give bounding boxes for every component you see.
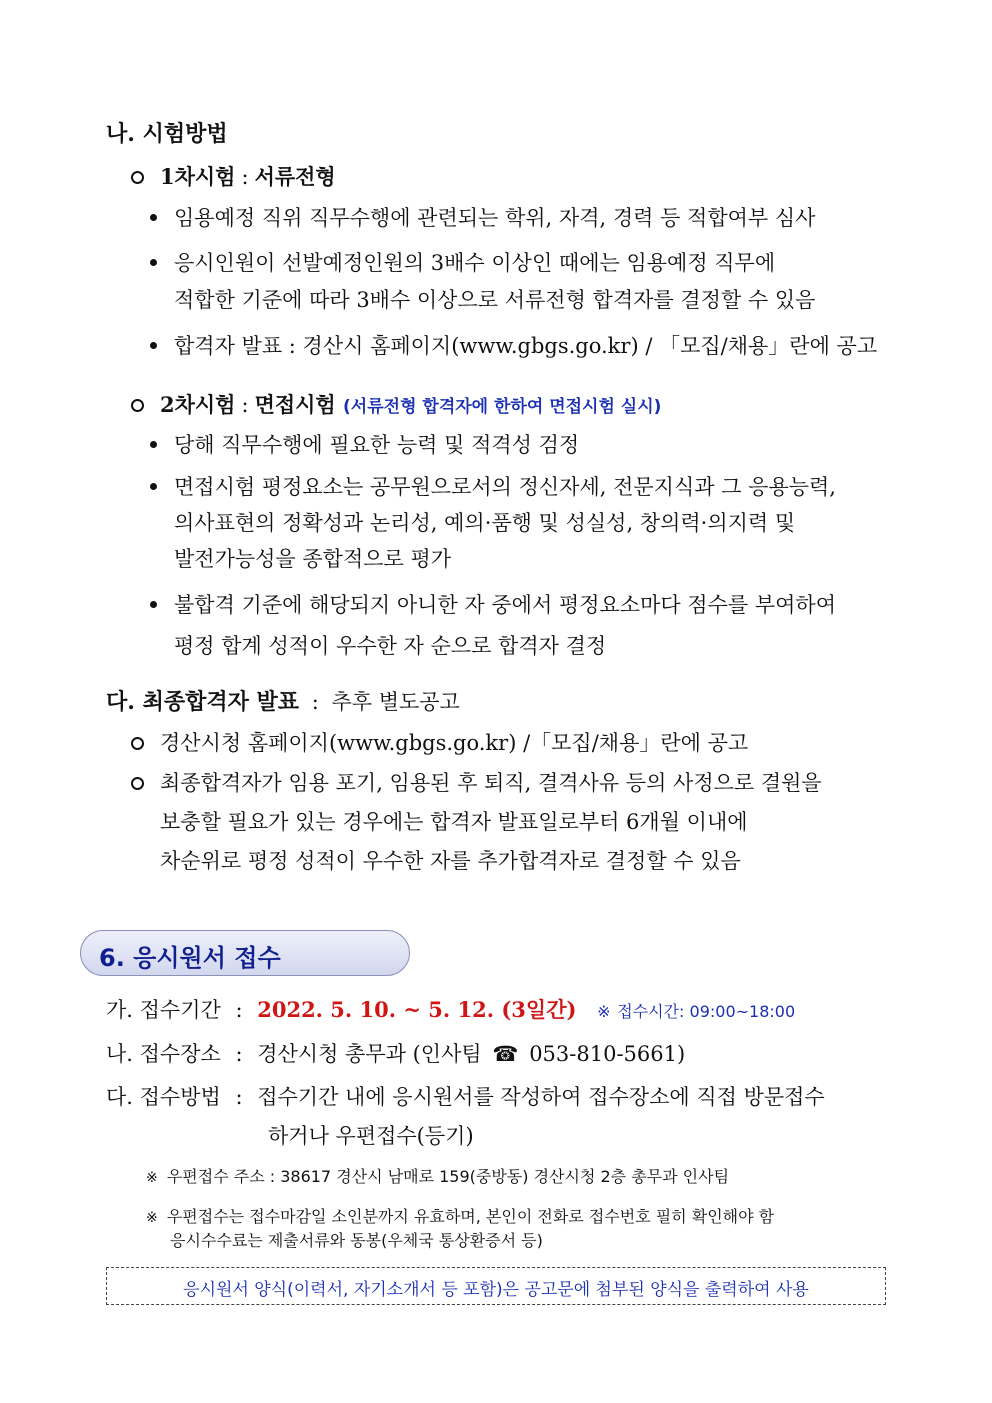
final-item-2-line2: 보충할 필요가 있는 경우에는 합격자 발표일로부터 6개월 이내에 <box>160 810 748 834</box>
first-exam-label: 1차시험 <box>160 164 236 189</box>
reference-mark-icon: ※ <box>146 1170 158 1186</box>
bullet-dot-icon <box>150 214 157 221</box>
circle-bullet-icon <box>131 737 144 750</box>
bullet-dot-icon <box>150 483 157 490</box>
first-bullet-2-line1: 응시인원이 선발예정인원의 3배수 이상인 때에는 임용예정 직무에 <box>174 251 776 275</box>
section-6-heading-pill <box>80 930 410 976</box>
second-exam-heading: 2차시험 : 면접시험 (서류전형 합격자에 한하여 면접시험 실시) <box>160 392 662 417</box>
section-da-title: 다. 최종합격자 발표 <box>106 689 299 715</box>
second-exam-note: (서류전형 합격자에 한하여 면접시험 실시) <box>343 397 662 417</box>
place-value: 경산시청 총무과 (인사팀 <box>257 1042 482 1066</box>
first-exam-value: 서류전형 <box>254 164 336 189</box>
postal-note-2-line2: 응시수수료는 제출서류와 동봉(우체국 통상환증서 등) <box>170 1231 543 1250</box>
method-label: 다. 접수방법 <box>106 1085 221 1109</box>
postal-note-2: ※ 우편접수는 접수마감일 소인분까지 유효하며, 본인이 전화로 접수번호 필히 확인해야 함 <box>146 1207 775 1226</box>
first-bullet-2-line2: 적합한 기준에 따라 3배수 이상으로 서류전형 합격자를 결정할 수 있음 <box>174 288 816 312</box>
period-note-mark: ※ <box>597 1002 611 1021</box>
section-da-heading: 다. 최종합격자 발표 : 추후 별도공고 <box>106 689 460 715</box>
reference-mark-icon: ※ <box>146 1210 158 1226</box>
section-6-heading: 6. 응시원서 접수 <box>99 944 281 972</box>
final-item-2-line3: 차순위로 평정 성적이 우수한 자를 추가합격자로 결정할 수 있음 <box>160 849 741 873</box>
second-exam-value: 면접시험 <box>254 392 336 417</box>
phone-icon: ☎ <box>492 1042 519 1066</box>
bullet-dot-icon <box>150 342 157 349</box>
circle-bullet-icon <box>131 399 144 412</box>
second-bullet-2-line2: 의사표현의 정확성과 논리성, 예의·품행 및 성실성, 창의력·의지력 및 <box>174 511 796 535</box>
application-form-notice: 응시원서 양식(이력서, 자기소개서 등 포함)은 공고문에 첨부된 양식을 출력하여 사용 <box>183 1280 809 1300</box>
circle-bullet-icon <box>131 777 144 790</box>
circle-bullet-icon <box>131 171 144 184</box>
second-bullet-2-line3: 발전가능성을 종합적으로 평가 <box>174 547 452 571</box>
place-label: 나. 접수장소 <box>106 1042 221 1066</box>
period-note: 접수시간: 09:00~18:00 <box>617 1002 796 1021</box>
second-bullet-3-line2: 평정 합계 성적이 우수한 자 순으로 합격자 결정 <box>174 634 607 658</box>
first-bullet-3: 합격자 발표 : 경산시 홈페이지(www.gbgs.go.kr) / 「모집/채용」란에 공고 <box>174 334 878 358</box>
second-bullet-3-line1: 불합격 기준에 해당되지 아니한 자 중에서 평정요소마다 점수를 부여하여 <box>174 593 836 617</box>
method-row: 다. 접수방법 : 접수기간 내에 응시원서를 작성하여 접수장소에 직접 방문접수 <box>106 1085 825 1109</box>
bullet-dot-icon <box>150 601 157 608</box>
postal-note-1: ※ 우편접수 주소 : 38617 경산시 남매로 159(중방동) 경산시청 2층 총무과 인사팀 <box>146 1167 730 1186</box>
final-item-2-line1: 최종합격자가 임용 포기, 임용된 후 퇴직, 결격사유 등의 사정으로 결원을 <box>160 771 822 795</box>
section-na-title: 나. 시험방법 <box>106 121 228 147</box>
place-row: 나. 접수장소 : 경산시청 총무과 (인사팀 ☎ 053-810-5661) <box>106 1042 686 1066</box>
first-exam-heading: 1차시험 : 서류전형 <box>160 164 336 189</box>
first-bullet-1: 임용예정 직위 직무수행에 관련되는 학위, 자격, 경력 등 적합여부 심사 <box>174 206 816 230</box>
application-form-notice-box <box>106 1267 886 1305</box>
second-bullet-2-line1: 면접시험 평정요소는 공무원으로서의 정신자세, 전문지식과 그 응용능력, <box>174 475 836 499</box>
second-exam-label: 2차시험 <box>160 392 236 417</box>
period-label: 가. 접수기간 <box>106 998 221 1022</box>
bullet-dot-icon <box>150 441 157 448</box>
period-value: 2022. 5. 10. ~ 5. 12. (3일간) <box>257 997 577 1022</box>
phone-number: 053-810-5661) <box>529 1042 686 1066</box>
method-value-line2: 하거나 우편접수(등기) <box>268 1124 474 1148</box>
section-da-value: 추후 별도공고 <box>331 690 460 714</box>
second-bullet-1: 당해 직무수행에 필요한 능력 및 적격성 검정 <box>174 433 580 457</box>
method-value-line1: 접수기간 내에 응시원서를 작성하여 접수장소에 직접 방문접수 <box>257 1085 825 1109</box>
period-row: 가. 접수기간 : 2022. 5. 10. ~ 5. 12. (3일간) ※ 접수시간: 09:00~18:00 <box>106 997 796 1022</box>
final-item-1: 경산시청 홈페이지(www.gbgs.go.kr) /「모집/채용」란에 공고 <box>160 731 749 755</box>
bullet-dot-icon <box>150 259 157 266</box>
